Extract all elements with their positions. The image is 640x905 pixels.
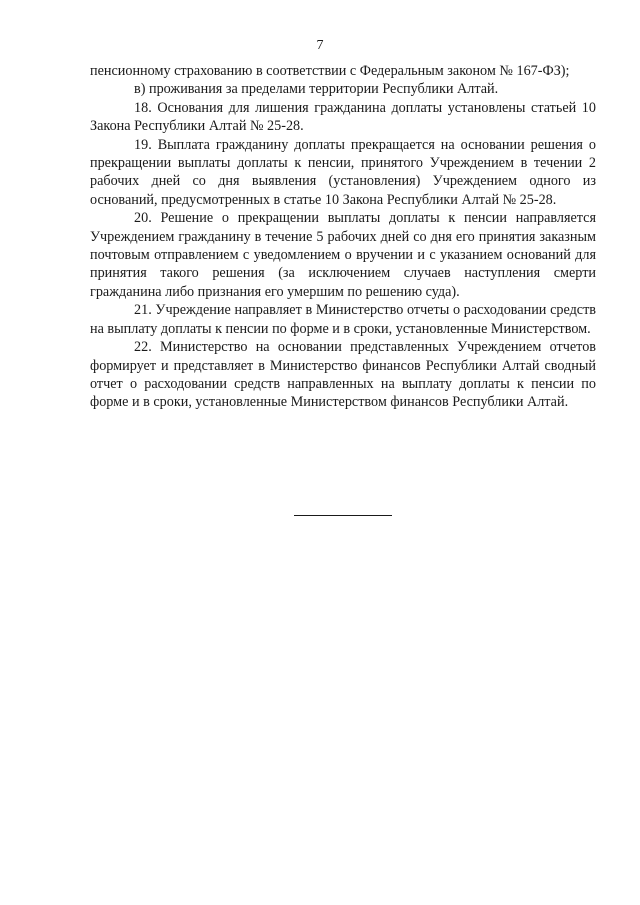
paragraph-20: 20. Решение о прекращении выплаты доплаты к пенсии направляется Учреждением гражданину в течение 5 рабочих дней со дня его принятия заказным почтовым отправлением с уведомлением о вручении и с указанием оснований для принятия такого решения (за исключением случаев наступления смерти гражданина либо признания его умершим по решению суда).: [90, 210, 596, 300]
document-body: [90, 62, 596, 412]
end-separator-line: [294, 515, 392, 516]
paragraph-item-v: в) проживания за пределами территории Республики Алтай.: [134, 81, 499, 98]
paragraph-21: 21. Учреждение направляет в Министерство отчеты о расходовании средств на выплату доплаты к пенсии по форме и в сроки, установленные Министерством.: [90, 302, 596, 337]
page-number: 7: [316, 38, 324, 53]
paragraph-22: 22. Министерство на основании представленных Учреждением отчетов формирует и представляет в Министерство финансов Республики Алтай сводный отчет о расходовании средств направленных на выплату доплаты к пенсии по форме и в сроки, установленные Министерством финансов Республики Алтай.: [90, 339, 596, 411]
paragraph-18: 18. Основания для лишения гражданина доплаты установлены статьей 10 Закона Республики Алтай № 25-28.: [90, 99, 596, 135]
paragraph-continuation: пенсионному страхованию в соответствии с Федеральным законом № 167-ФЗ);: [90, 63, 570, 79]
paragraph-19: 19. Выплата гражданину доплаты прекращается на основании решения о прекращении выплаты доплаты к пенсии, принятого Учреждением в течении 2 рабочих дней со дня выявления (установления) Учреждением одного из оснований, предусмотренных в статье 10 Закона Республики Алтай № 25-28.: [90, 136, 596, 208]
